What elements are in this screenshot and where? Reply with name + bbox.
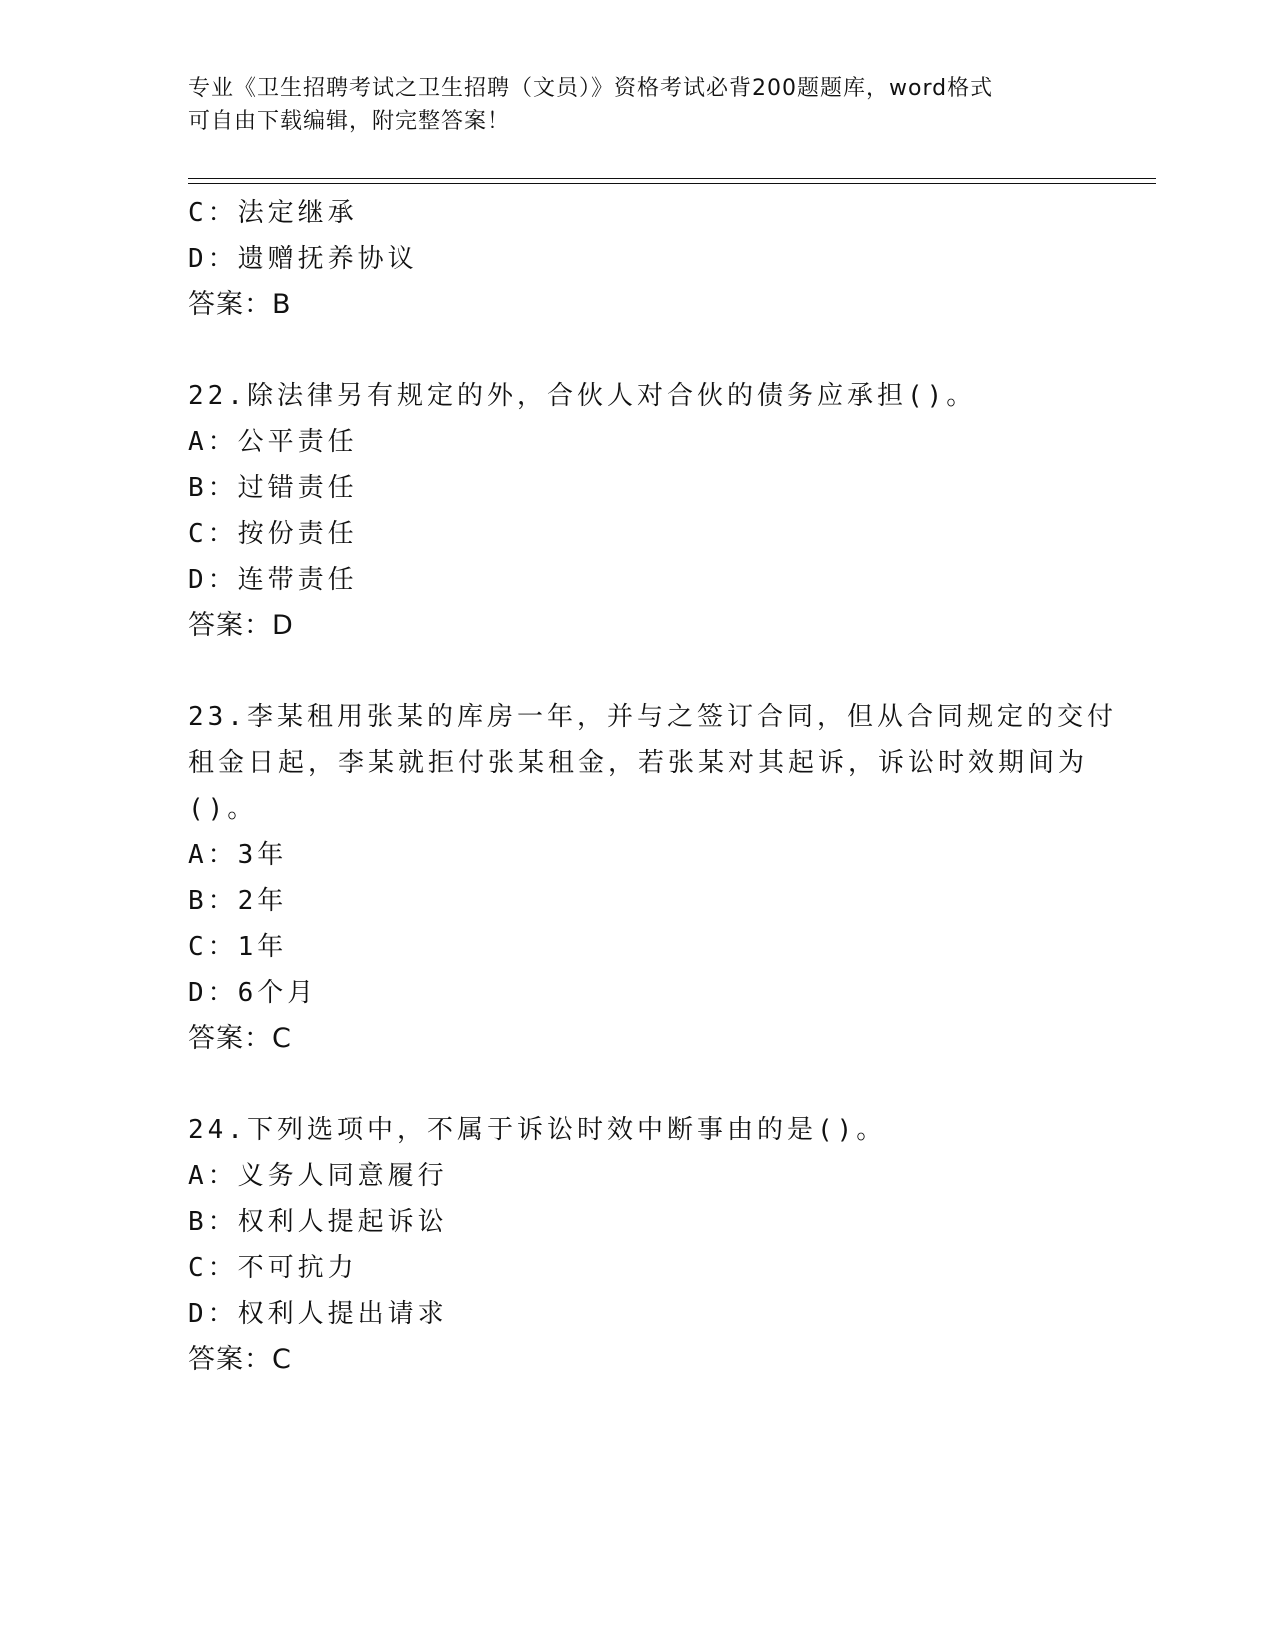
document-header bbox=[188, 72, 1068, 138]
question-stem bbox=[188, 694, 1117, 832]
stem-line: 22.除法律另有规定的外，合伙人对合伙的债务应承担()。 bbox=[188, 381, 977, 411]
question-22 bbox=[188, 373, 1088, 649]
option-a: A：义务人同意履行 bbox=[188, 1161, 448, 1191]
header-divider bbox=[188, 178, 1156, 184]
option-d: D：6个月 bbox=[188, 978, 318, 1008]
stem-line: 24.下列选项中，不属于诉讼时效中断事由的是()。 bbox=[188, 1115, 887, 1145]
answer-line: 答案：C bbox=[188, 1344, 292, 1375]
option-a: A：3年 bbox=[188, 840, 288, 870]
header-line-2: 可自由下载编辑，附完整答案！ bbox=[188, 109, 511, 134]
option-d: D：遗赠抚养协议 bbox=[188, 244, 418, 274]
question-stem bbox=[188, 1107, 1088, 1153]
answer-line: 答案：D bbox=[188, 610, 294, 641]
answer-line: 答案：C bbox=[188, 1023, 292, 1054]
header-line-1: 专业《卫生招聘考试之卫生招聘（文员）》资格考试必背200题题库，word格式 bbox=[188, 76, 994, 101]
stem-line: 租金日起，李某就拒付张某租金，若张某对其起诉，诉讼时效期间为 bbox=[188, 748, 1089, 778]
stem-line: 23.李某租用张某的库房一年，并与之签订合同，但从合同规定的交付 bbox=[188, 702, 1117, 732]
option-b: B：2年 bbox=[188, 886, 288, 916]
stem-line: ()。 bbox=[188, 794, 258, 824]
option-d: D：连带责任 bbox=[188, 565, 358, 595]
answer-line: 答案：B bbox=[188, 289, 292, 320]
question-list bbox=[188, 190, 1117, 1383]
option-c: C：法定继承 bbox=[188, 198, 358, 228]
option-b: B：过错责任 bbox=[188, 473, 358, 503]
question-stem bbox=[188, 373, 1088, 419]
option-c: C：1年 bbox=[188, 932, 288, 962]
question-24 bbox=[188, 1107, 1088, 1383]
continued-question bbox=[188, 190, 1088, 328]
option-b: B：权利人提起诉讼 bbox=[188, 1207, 448, 1237]
option-a: A：公平责任 bbox=[188, 427, 358, 457]
option-d: D：权利人提出请求 bbox=[188, 1299, 448, 1329]
option-c: C：不可抗力 bbox=[188, 1253, 358, 1283]
option-c: C：按份责任 bbox=[188, 519, 358, 549]
question-23 bbox=[188, 694, 1117, 1062]
